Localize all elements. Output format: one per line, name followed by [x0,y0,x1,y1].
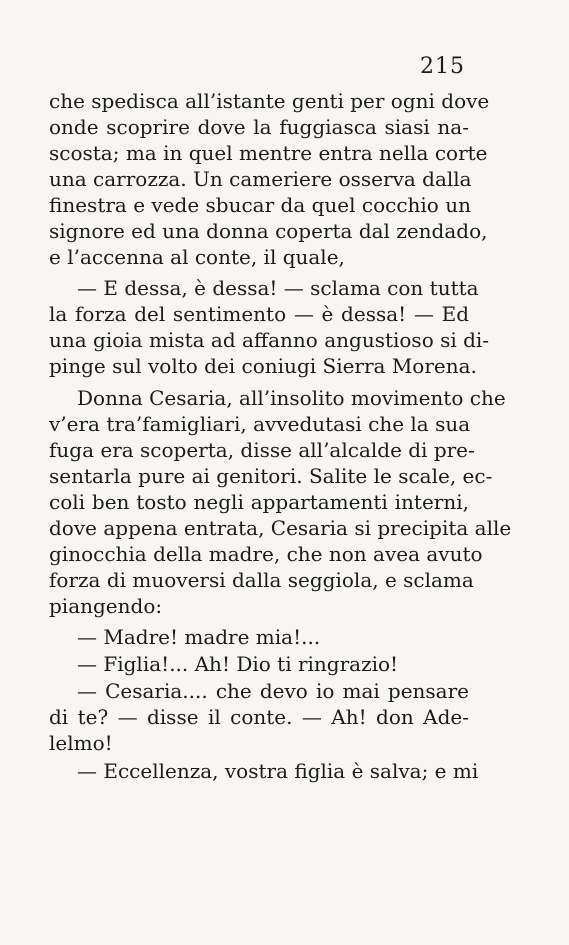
text-line: signore ed una donna coperta dal zendado, [49,219,488,243]
text-line: forza di muoversi dalla seggiola, e sclama [49,568,474,592]
text-line: di te? — disse il conte. — Ah! don Ade- [49,705,469,729]
text-line: piangendo: [49,594,163,618]
text-line: — Figlia!... Ah! Dio ti ringrazio! [77,652,399,676]
text-line: finestra e vede sbucar da quel cocchio un [49,193,471,217]
text-line: pinge sul volto dei coniugi Sierra Morena. [49,354,477,378]
text-line: — Cesaria.... che devo io mai pensare [77,679,469,703]
text-line: dove appena entrata, Cesaria si precipita alle [49,516,512,540]
text-line: lelmo! [49,731,113,755]
text-line: la forza del sentimento — è dessa! — Ed [49,302,469,326]
text-line: una carrozza. Un cameriere osserva dalla [49,167,472,191]
text-line: che spedisca all’istante genti per ogni dove [49,89,490,113]
text-line: — E dessa, è dessa! — sclama con tutta [77,276,479,300]
text-line: — Madre! madre mia!... [77,625,321,649]
text-line: sentarla pure ai genitori. Salite le scale, ec- [49,464,493,488]
text-line: scosta; ma in quel mentre entra nella corte [49,141,488,165]
text-line: fuga era scoperta, disse all’alcalde di pre- [49,438,475,462]
page-number: 215 [420,54,465,79]
text-line: v’era tra’famigliari, avvedutasi che la sua [49,412,471,436]
text-line: — Eccellenza, vostra figlia è salva; e mi [77,759,479,783]
text-line: una gioia mista ad affanno angustioso si di- [49,328,490,352]
text-line: Donna Cesaria, all’insolito movimento che [77,386,506,410]
text-line: e l’accenna al conte, il quale, [49,245,345,269]
text-line: coli ben tosto negli appartamenti interni, [49,490,469,514]
text-line: ginocchia della madre, che non avea avuto [49,542,483,566]
text-line: onde scoprire dove la fuggiasca siasi na- [49,115,469,139]
